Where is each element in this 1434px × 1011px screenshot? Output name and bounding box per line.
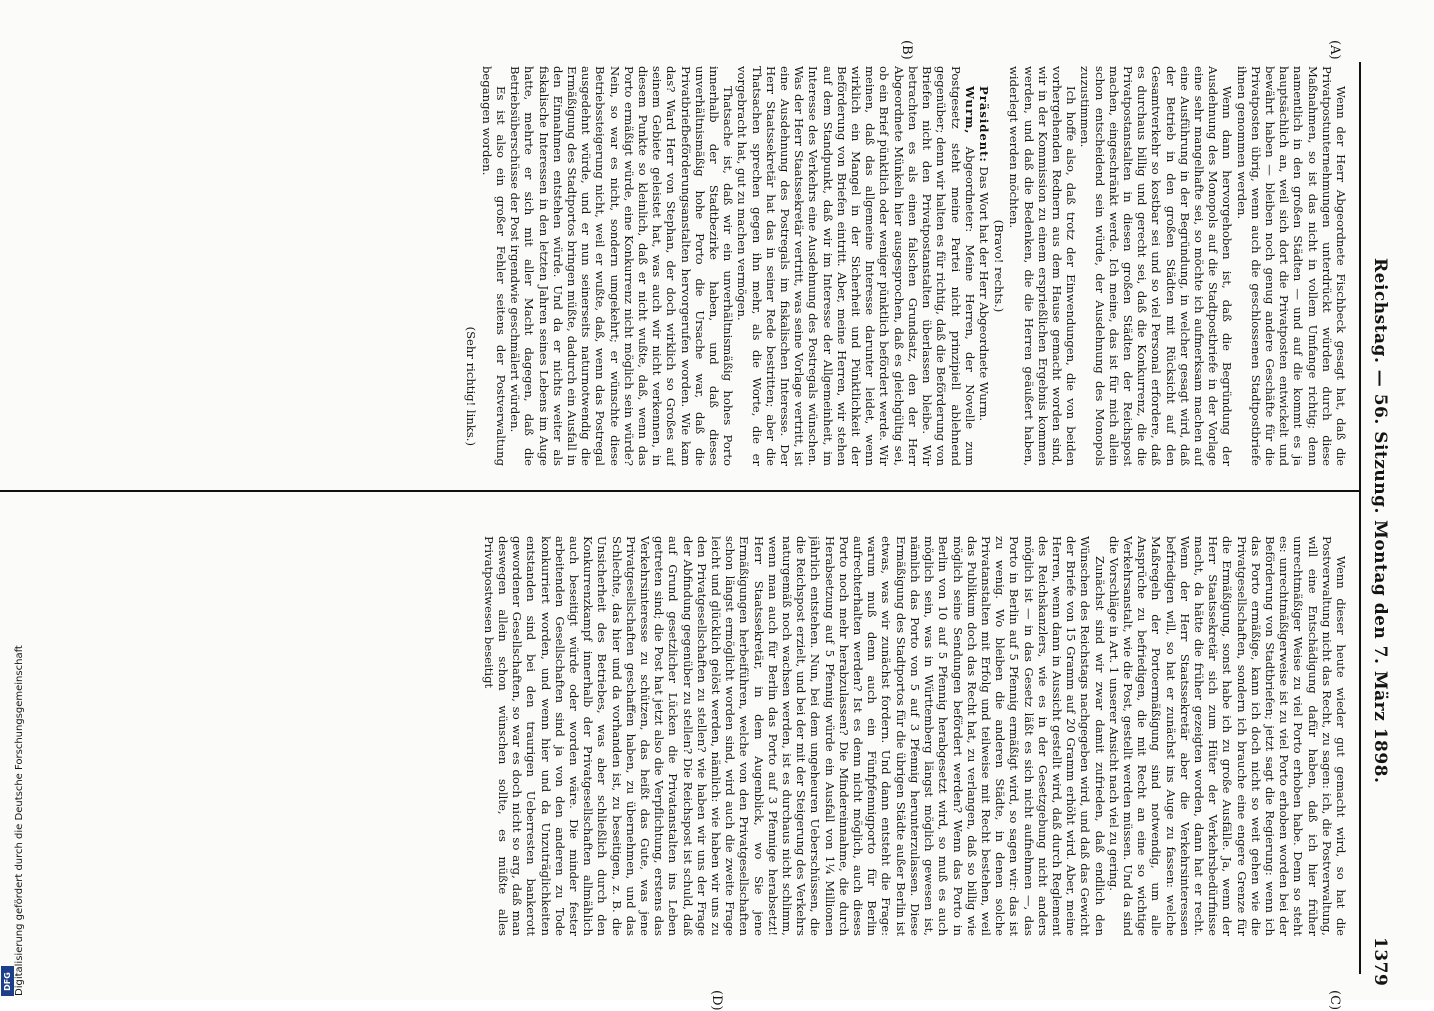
text-column-left (0, 536, 1348, 936)
margin-marker-c: (C) (1327, 990, 1342, 1011)
session-title: Reichstag. — 56. Sitzung. (1370, 258, 1390, 514)
interjection-note: (Bravo! rechts.) (992, 219, 1007, 313)
date-line: Montag den 7. März 1898. (1370, 520, 1390, 784)
body-paragraph: Ich hoffe also, daß trotz der Einwendungen, die von beiden vorhergehenden Rednern aus dem Hause gemacht worden sind, wir in der Kommission zu einem ersprießlichen Ergebnis kommen werden, und daß die Bedenken, die die Herren geäußert haben, widerlegt werden möchten. (1007, 66, 1079, 466)
margin-marker-b: (B) (899, 40, 914, 60)
margin-marker-d: (D) (709, 990, 724, 1011)
margin-marker-a: (A) (1327, 40, 1342, 60)
speech-text: Das Wort hat der Herr Abgeordnete Wurm. (976, 166, 991, 422)
funding-sidebar (0, 0, 25, 1000)
body-paragraph: Wenn der Herr Abgeordnete Fischbeck gesagt hat, daß die Privatpostunternehmungen unterdrückt würden durch diese Maßnahmen, so ist das nicht in vollem Umfange richtig; denn namentlich in den großen Städten — und auf die kommt es ja hauptsächlich an, weil sich dort die Privatposten entwickelt und bewährt haben — bleiben noch genug andere Geschäfte für die Privatposten übrig, wenn auch die geschlossenen Stadtpostbriefe ihnen genommen werden. (1234, 66, 1348, 466)
body-paragraph: Wenn dann hervorgehoben ist, daß die Begründung der Ausdehnung des Monopols auf die Stadtpostbriefe in der Vorlage eine sehr mangelhafte sei, so möchte ich aufmerksam machen auf eine Ausführung in der Begründung, in welcher gesagt wird, daß der Betrieb in den großen Städten mit Rücksicht auf den Gesamtverkehr so kostbar sei und so viel Personal erfordere, daß es durchaus billig und gerecht sei, daß die Konkurrenz, die die Privatpostanstalten in diesen großen Städten der Reichspost machen, eingeschränkt werde. Ich meine, das ist für mich allein schon entscheidend sein würde, der Ausdehnung des Monopols zuzustimmen. (1078, 66, 1235, 466)
header-rule (1359, 62, 1361, 974)
body-paragraph: Zunächst sind wir zwar damit zufrieden, daß endlich den Wünschen des Reichstags nachgegeben wird, und daß das Gewicht der Briefe von 15 Gramm auf 20 Gramm erhöht wird. Aber, meine Herren, wenn dann in Aussicht gestellt wird, daß durch Reglement des Reichskanzlers, wie es in der Gesetzgebung nicht anders möglich ist — in das Gesetz läßt es sich nicht aufnehmen —, das Porto in Berlin auf 5 Pfennig ermäßigt wird, so sagen wir: das ist zu wenig. Wo bleiben die anderen Städte, in denen solche Privatanstalten mit Erfolg und teilweise mit Recht bestehen, weil das Publikum doch das Recht hat, zu verlangen, daß so billig wie möglich seine Sendungen befördert werden? Wenn das Porto in Berlin von 10 auf 5 Pfennig herabgesetzt wird, so muß es auch möglich sein, was in Württemberg längst möglich gewesen ist, nämlich das Porto von 5 auf 3 Pfennig herunterzulassen. Diese Ermäßigung des Stadtportos für die übrigen Städte außer Berlin ist etwas, was wir zunächst fordern. Und dann entsteht die Frage: warum muß denn auch ein Fünfpfennigporto für Berlin aufrechterhalten werden? Ist es denn nicht möglich, auch dieses Porto noch mehr herabzulassen? Die Mindereinnahme, die durch Herabsetzung auf 5 Pfennig würde ein Ausfall von 1¼ Millionen jährlich entstehen. Nun, bei dem ungeheuren Ueberschüssen, die die Reichspost erzielt, und bei der mit der Steigerung des Verkehrs naturgemäß noch wachsen werden, ist es durchaus nicht schlimm, wenn man auch für Berlin das Porto auf 3 Pfennige herabsetzt! Herr Staatssekretär, in dem Augenblick, wo Sie jene Ermäßigungen herbeiführen, welche von den Privatgesellschaften schon längst ermöglicht worden sind, wird auch die zweite Frage leicht und glücklich gelöst werden, nämlich: wie haben wir uns zu den Privatgesellschaften zu stellen? wie haben wir uns der Frage der Abfindung gegenüber zu stellen? Die Reichspost ist schuld, daß auf Grund gesetzlicher Lücken die Privatanstalten ins Leben getreten sind; die Post hat jetzt also die Verpflichtung, erstens das Verkehrsinteresse zu schützen, das heißt das Gute, was jene Privatgesellschaften geschaffen haben, zu übernehmen, und das Schlechte, das hier und da vorhanden ist, zu beseitigen, z. B. die Unsicherheit des Betriebes, was aber schließlich durch den Konkurrenzkampf innerhalb der Privatgesellschaften allmählich auch beseitigt würde oder worden wäre. Die minder fester arbeitenden Gesellschaften sind ja von den anderen zu Tode konkurriert worden, und wenn hier und da Unzuträglichkeiten entstanden sind bei den traurigen Ueberresten bankerott gewordener Gesellschaften, so war es doch nicht so arg, daß man deswegen allein schon wünschen sollte, es müßte alles Privatpostwesen beseitigt (481, 536, 1107, 936)
column-divider (0, 490, 1359, 492)
speech-paragraph (977, 66, 991, 466)
speech-paragraph (735, 66, 976, 466)
dfg-logo-text: DFG (3, 971, 13, 991)
page-number: 1379 (1370, 937, 1390, 987)
interjection-note: (Sehr richtig! links.) (463, 326, 478, 446)
body-paragraph: Es ist also ein großer Fehler seitens der Postverwaltung begangen worden. (479, 66, 509, 466)
text-column-right (0, 66, 1348, 466)
dfg-logo (1, 966, 14, 996)
speech-text: Abgeordneter: Meine Herren, der Novelle zum Postgesetz steht meine Partei nicht prinzipiell ablehnend gegenüber; denn wir halten es für richtig, daß die Beförderung von Briefen nicht den Privatpostanstalten überlassen bleibe. Wir betrachten es als einen falschen Grundsatz, den der Herr Abgeordnete Münkeln hier ausgesprochen, daß es gleichgültig sei, ob ein Brief pünktlich oder weniger pünktlich befördert werde. Wir meinen, daß das allgemeine Interesse darunter leidet, wenn wirklich ein Mangel in der Sicherheit und Pünktlichkeit der Beförderung von Briefen eintritt. Aber, meine Herren, wir stehen auf dem Standpunkt, daß wir im Interesse der Allgemeinheit, im Interesse des Verkehrs eine Ausdehnung des Postregals wünschen. Was der Herr Staatssekretär vertritt, was seine Vorlage vertritt, ist eine Ausdehnung des Postregals im fiskalischen Interesse. Der Herr Staatssekretär hat das in seiner Rede bestritten; aber die Thatsachen sprechen gegen ihn mehr, als die Worte, die er vorgebracht hat, gut zu machen vermögen. (735, 66, 977, 466)
speaker-name: Wurm, (962, 86, 977, 135)
funding-label: Digitalisierung gefördert durch die Deutsche Forschungsgemeinschaft (14, 645, 25, 996)
speaker-name: Präsident: (976, 86, 991, 163)
body-paragraph: Thatsache ist, daß wir ein unverhältnismäßig hohes Porto innerhalb der Stadtbezirke haben, und daß dieses unverhältnismäßig hohe Porto die Ursache war, daß die Privatbriefbeförderungsanstalten hervorgerufen worden. Wie kam das? Ward Herr von Stephan, der doch wirklich so Großes auf seinem Gebiete geleistet hat, was auch wir nicht verkennen, in diesem Punkte so kleinlich, daß er nicht wußte, daß, wenn das Porto ermäßigt würde, eine Konkurrenz nicht möglich sein würde? Nein, so war es nicht, sondern umgekehrt; er wünschte diese Betriebssteigerung nicht, weil er wußte, daß, wenn das Postregal ausgedehnt würde, und er nun seinerseits naturnotwendig die Ermäßigung des Stadtportos bringen müßte, dadurch ein Ausfall in den Einnahmen entstehen würde. Und da er nichts weiter als fiskalische Interessen in den letzten Jahren seines Lebens im Auge hatte, mehrte er sich mit aller Macht dagegen, daß die Betriebsüberschüsse der Post irgendwie geschmälert würden. (508, 66, 736, 466)
body-paragraph: Wenn dieser heute wieder gut gemacht wird, so hat die Postverwaltung nicht das Recht, zu sagen: ich, die Postverwaltung, will eine Entschädigung dafür haben, daß ich hier früher unrechtmäßiger Weise zu viel Porto erhoben habe. Denn so steht es: unrechtmäßigerweise ist zu viel Porto erhoben worden bei der Beförderung von Stadtbriefen; jetzt sagt die Regierung: wenn ich das Porto ermäßige, kann ich doch nicht so weit gehen wie die Privatgesellschaften, sondern ich brauche eine engere Grenze für die Ermäßigung, sonst habe ich zu große Ausfälle. Ja, wenn der Herr Staatssekretär sich zum Hüter der Verkehrsbedürfnisse macht, da hätte die früher gezeigten worden, dann hat er recht. Wenn der Herr Staatssekretär aber die Verkehrsinteressen befriedigen will, so hat er zunächst ins Auge zu fassen: welche Maßregeln der Portoermäßigung sind notwendig, um alle Ansprüche zu befriedigen, die mit Recht an eine so wichtige Verkehrsanstalt, wie die Post, gestellt werden müssen. Und da sind die Vorschläge in Art. 1 unserer Ansicht nach viel zu gering. (1106, 536, 1348, 936)
